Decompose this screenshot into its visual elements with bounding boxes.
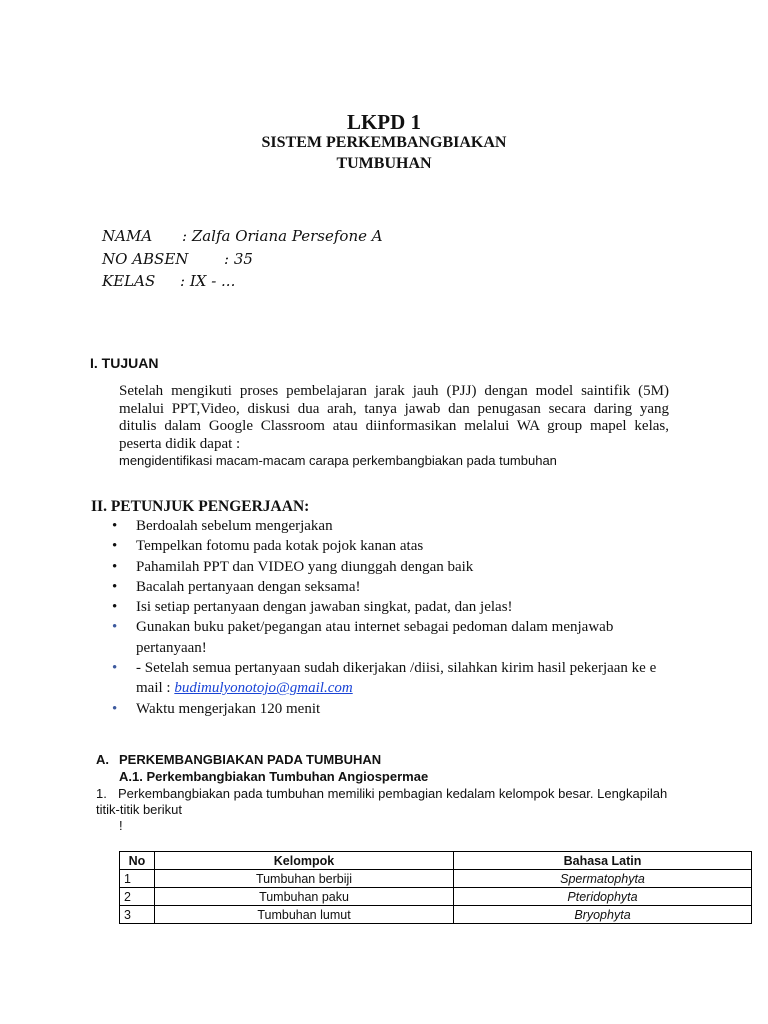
table-cell-latin: Spermatophyta	[454, 870, 752, 888]
section-heading-petunjuk: II. PETUNJUK PENGERJAAN:	[91, 498, 310, 515]
table-cell-no: 3	[120, 906, 155, 924]
table-cell-kelompok: Tumbuhan berbiji	[155, 870, 454, 888]
list-item	[110, 557, 670, 577]
section-heading-text: PERKEMBANGBIAKAN PADA TUMBUHAN	[119, 752, 382, 767]
identity-label: KELAS	[102, 272, 156, 290]
table-row	[120, 870, 752, 888]
section-letter: A.	[96, 752, 109, 767]
identity-row-no-absen	[102, 250, 253, 268]
bullet-icon: •	[112, 518, 118, 534]
identity-label: NAMA	[102, 227, 153, 245]
table-cell-latin: Bryophyta	[454, 906, 752, 924]
list-item	[110, 577, 670, 597]
list-item	[110, 516, 670, 536]
page-title: LKPD 1	[346, 110, 422, 134]
identity-row-kelas	[102, 272, 236, 290]
list-item	[110, 617, 670, 658]
list-item	[110, 536, 670, 556]
paragraph-line: Setelah mengikuti proses pembelajaran jarak jauh (PJJ) dengan model saintifik (5M)	[119, 383, 669, 399]
petunjuk-list	[110, 516, 670, 719]
paragraph-line: melalui PPT,Video, diskusi dua arah, tanya jawab dan penugasan secara daring yang	[119, 400, 669, 417]
list-item-text: Bacalah pertanyaan dengan seksama!	[136, 578, 361, 595]
identity-value: : Zalfa Oriana Persefone A	[182, 227, 383, 245]
table-cell-no: 1	[120, 870, 155, 888]
question-text: Perkembangbiakan pada tumbuhan memiliki pembagian kedalam kelompok besar. Lengkapilah titik-titik berikut	[96, 786, 668, 817]
table-cell-kelompok: Tumbuhan lumut	[155, 906, 454, 924]
page-subtitle-line2: TUMBUHAN	[336, 155, 432, 172]
tujuan-paragraph	[119, 383, 669, 453]
kelompok-table	[119, 851, 752, 924]
bullet-icon: •	[112, 619, 118, 636]
list-item-text: Berdoalah sebelum mengerjakan	[136, 518, 333, 534]
section-heading-a	[96, 752, 381, 767]
table-cell-kelompok: Tumbuhan paku	[155, 888, 454, 906]
list-item-text: Gunakan buku paket/pegangan atau internet sebagai pedoman dalam menjawab pertanyaan!	[136, 619, 614, 656]
paragraph-line: peserta didik dapat :	[119, 435, 241, 452]
list-item-text: Isi setiap pertanyaan dengan jawaban singkat, padat, dan jelas!	[136, 599, 513, 616]
table-row	[120, 906, 752, 924]
bullet-icon: •	[112, 599, 118, 616]
identity-value: : IX - ...	[180, 272, 236, 290]
identity-value: : 35	[224, 250, 253, 268]
table-cell-no: 2	[120, 888, 155, 906]
bullet-icon: •	[112, 700, 118, 717]
list-item-text: Pahamilah PPT dan VIDEO yang diunggah dengan baik	[136, 558, 474, 575]
list-item-text: Waktu mengerjakan 120 menit	[136, 700, 321, 717]
table-header-latin: Bahasa Latin	[454, 852, 752, 870]
bullet-icon: •	[112, 660, 118, 677]
section-heading-tujuan: I. TUJUAN	[90, 355, 159, 371]
list-item	[110, 597, 670, 617]
paragraph-line: ditulis dalam Google Classroom atau diinformasikan melalui WA group mapel kelas,	[119, 418, 669, 434]
bullet-icon: •	[112, 538, 118, 555]
identity-label: NO ABSEN	[102, 250, 189, 268]
table-header-no: No	[120, 852, 155, 870]
bullet-icon: •	[112, 558, 118, 575]
subsection-heading: A.1. Perkembangbiakan Tumbuhan Angiospermae	[119, 769, 429, 784]
list-item	[110, 699, 670, 719]
tujuan-goal: mengidentifikasi macam-macam carapa perkembangbiakan pada tumbuhan	[119, 453, 557, 468]
page-subtitle-line1: SISTEM PERKEMBANGBIAKAN	[261, 134, 507, 151]
table-header-kelompok: Kelompok	[155, 852, 454, 870]
list-item-text: Tempelkan fotomu pada kotak pojok kanan atas	[136, 538, 424, 555]
question-1	[96, 786, 676, 817]
question-exclamation: !	[119, 818, 123, 833]
bullet-icon: •	[112, 578, 118, 595]
list-item	[110, 658, 670, 699]
table-cell-latin: Pteridophyta	[454, 888, 752, 906]
question-number: 1.	[96, 786, 107, 801]
identity-row-nama	[102, 227, 383, 245]
table-row	[120, 888, 752, 906]
table-header-row	[120, 852, 752, 870]
list-item-text: - Setelah semua pertanyaan sudah dikerjakan /diisi, silahkan kirim hasil pekerjaan ke e mail :	[136, 660, 657, 697]
email-link[interactable]: budimulyonotojo@gmail.com	[174, 680, 353, 697]
